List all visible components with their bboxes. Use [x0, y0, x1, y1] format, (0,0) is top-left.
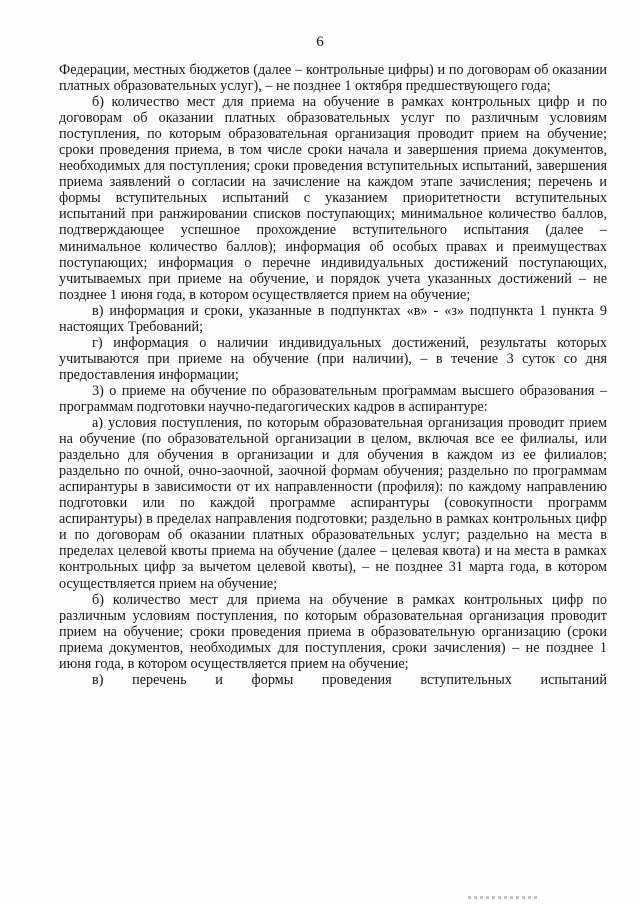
scan-artifact — [468, 896, 538, 899]
document-body — [59, 62, 607, 688]
paragraph-section-3: 3) о приеме на обучение по образовательным программам высшего образования – программам подготовки научно-педагогических кадров в аспирантуре: — [59, 382, 607, 415]
paragraph-section-3-item-a: а) условия поступления, по которым образовательная организация проводит прием на обучение (по образовательной организации в целом, включая все ее филиалы, или раздельно для обучения в организации и для обучения в каждом из ее филиалов; раздельно по очной, очно-заочной, заочной формам обучения; раздельно по программам аспирантуры в зависимости от их направленности (профиля): по каждому направлению подготовки или по каждой программе аспирантуры (совокупности программ аспирантуры) в пределах направления подготовки; раздельно в рамках контрольных цифр и по договорам об оказании платных образовательных услуг; раздельно на места в пределах целевой квоты приема на обучение (далее – целевая квота) и на места в рамках контрольных цифр за вычетом целевой квоты), – не позднее 31 марта года, в котором осуществляется прием на обучение; — [59, 415, 607, 592]
paragraph-continuation: Федерации, местных бюджетов (далее – контрольные цифры) и по договорам об оказании платных образовательных услуг), – не позднее 1 октября предшествующего года; — [59, 62, 607, 95]
paragraph-item-g: г) информация о наличии индивидуальных достижений, результаты которых учитываются при приеме на обучение (при наличии), – в течение 3 суток со дня предоставления информации; — [59, 334, 607, 383]
page-number: 6 — [316, 34, 324, 50]
paragraph-item-b: б) количество мест для приема на обучение в рамках контрольных цифр и по договорам об оказании платных образовательных услуг по различным условиям поступления, по которым образовательная организация проводит прием на обучение; сроки проведения приема, в том числе сроки начала и завершения приема документов, необходимых для поступления; сроки проведения вступительных испытаний, завершения приема заявлений о согласии на зачисление на каждом этапе зачисления; перечень и формы вступительных испытаний с указанием приоритетности вступительных испытаний при ранжировании списков поступающих; минимальное количество баллов, подтверждающее успешное прохождение вступительного испытания (далее – минимальное количество баллов); информация об особых правах и преимуществах поступающих; информация о перечне индивидуальных достижений поступающих, учитываемых при приеме на обучение, и порядок учета указанных достижений – не позднее 1 июня года, в котором осуществляется прием на обучение; — [59, 94, 607, 303]
paragraph-section-3-item-v: в) перечень и формы проведения вступительных испытаний — [92, 671, 607, 688]
paragraph-section-3-item-b: б) количество мест для приема на обучение в рамках контрольных цифр по различным условиям поступления, по которым образовательная организация проводит прием на обучение; сроки проведения приема в образовательную организацию (сроки приема документов, необходимых для поступления, сроки зачисления) – не позднее 1 июня года, в котором осуществляется прием на обучение; — [59, 591, 607, 672]
paragraph-item-v: в) информация и сроки, указанные в подпунктах «в» - «з» подпункта 1 пункта 9 настоящих Требований; — [59, 302, 607, 335]
